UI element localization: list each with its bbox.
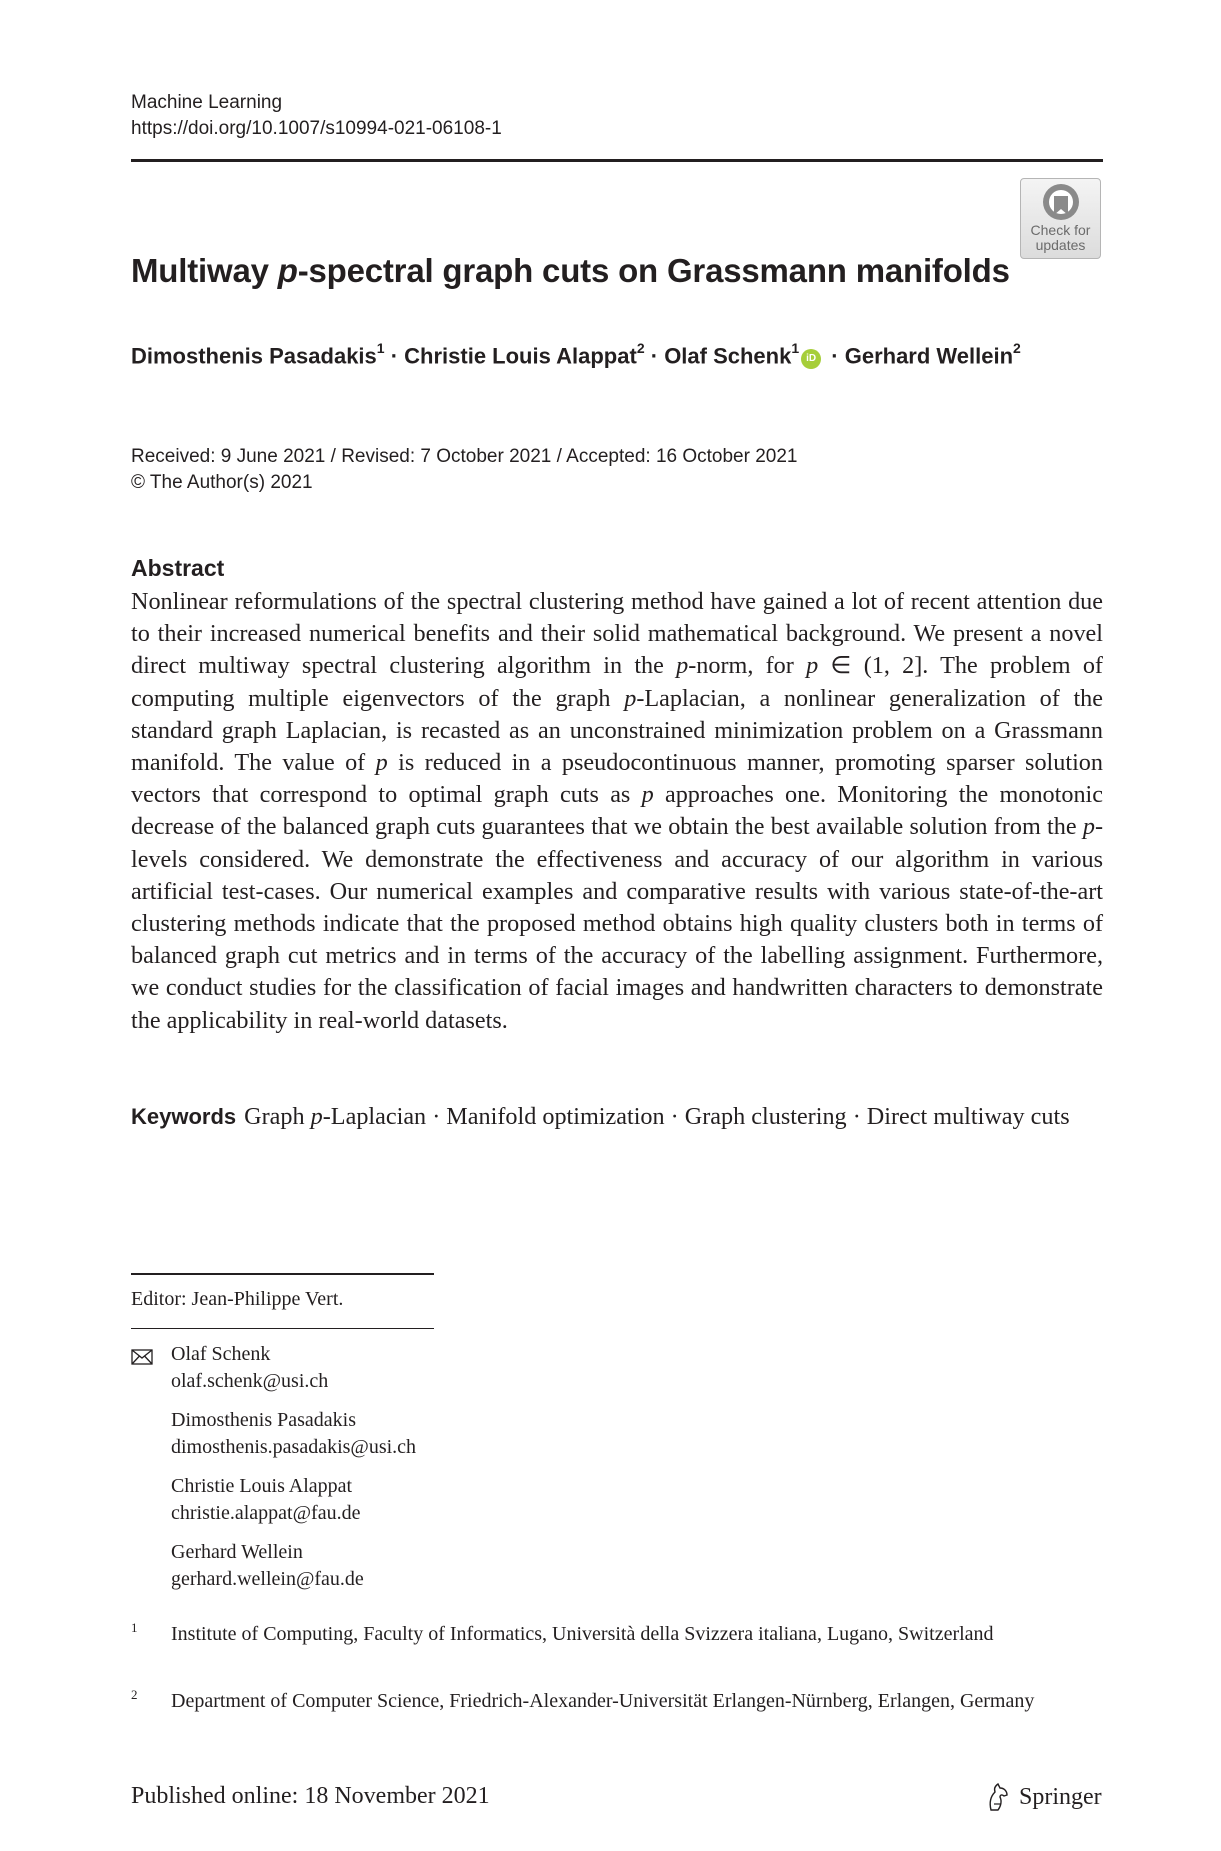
header-rule (131, 159, 1103, 162)
keywords: Keywords Graph p-Laplacian · Manifold optimization · Graph clustering · Direct multiway cuts (131, 1103, 1070, 1130)
contact-email[interactable]: olaf.schenk@usi.ch (171, 1370, 329, 1392)
editor-rule (131, 1328, 434, 1329)
author-list: Dimosthenis Pasadakis$^1$ · Christie Louis Alappat$^2$ · Olaf Schenk$^1$iD · Gerhard Wellein$^2$ (131, 340, 1021, 369)
copyright-notice: © The Author(s) 2021 (131, 472, 313, 493)
author-contact (171, 1473, 360, 1527)
affiliation-text: Department of Computer Science, Friedrich-Alexander-Universität Erlangen-Nürnberg, Erlangen, Germany (171, 1690, 1035, 1712)
contact-email[interactable]: gerhard.wellein@fau.de (171, 1568, 364, 1590)
abstract-heading: Abstract (131, 555, 225, 581)
affiliation-number: 2 (131, 1687, 138, 1702)
contact-name: Christie Louis Alappat (171, 1475, 353, 1497)
contact-email[interactable]: christie.alappat@fau.de (171, 1502, 361, 1524)
publisher-name: Springer (1019, 1783, 1102, 1810)
author-contact (171, 1539, 364, 1593)
affiliation-text: Institute of Computing, Faculty of Informatics, Università della Svizzera italiana, Lugano, Switzerland (171, 1623, 994, 1645)
envelope-icon (131, 1349, 153, 1370)
contact-name: Gerhard Wellein (171, 1541, 303, 1563)
orcid-icon[interactable]: iD (801, 349, 821, 369)
author-name[interactable]: Olaf Schenk (664, 343, 792, 369)
paper-title: Multiway p-spectral graph cuts on Grassmann manifolds (131, 252, 1010, 289)
abstract-body: Nonlinear reformulations of the spectral clustering method have gained a lot of recent attention due to their increased numerical benefits and their solid mathematical background. We present a novel direct multiway spectral clustering algorithm in the p-norm, for p ∈ (1, 2]. The problem of computing multiple eigenvectors of the graph p-Laplacian, a nonlinear generalization of the standard graph Laplacian, is recasted as an unconstrained minimization problem on a Grassmann manifold. The value of p is reduced in a pseudocontinuous manner, promoting sparser solution vectors that correspond to optimal graph cuts as p approaches one. Monitoring the monotonic decrease of the balanced graph cuts guarantees that we obtain the best available solution from the p-levels considered. We demonstrate the effectiveness and accuracy of our algorithm in various artificial test-cases. Our numerical examples and comparative results with various state-of-the-art clustering methods indicate that the proposed method obtains high quality clusters both in terms of balanced graph cut metrics and in terms of the accuracy of the labelling assignment. Furthermore, we conduct studies for the classification of facial images and handwritten characters to demonstrate the applicability in real-world datasets. (131, 588, 1103, 1034)
history-dates: Received: 9 June 2021 / Revised: 7 October 2021 / Accepted: 16 October 2021 (131, 446, 798, 467)
check-for-updates-badge[interactable] (1020, 178, 1101, 259)
author-name[interactable]: Gerhard Wellein (844, 343, 1014, 369)
author-name[interactable]: Christie Louis Alappat (404, 343, 637, 369)
doi-link[interactable]: https://doi.org/10.1007/s10994-021-06108-1 (131, 118, 502, 139)
crossmark-label-1: Check for (1030, 222, 1091, 238)
published-online-date: Published online: 18 November 2021 (131, 1783, 490, 1809)
contact-email[interactable]: dimosthenis.pasadakis@usi.ch (171, 1436, 417, 1458)
editor-note: Editor: Jean-Philippe Vert. (131, 1288, 344, 1310)
contact-name: Dimosthenis Pasadakis (171, 1409, 356, 1431)
journal-name: Machine Learning (131, 92, 283, 113)
article-history (131, 444, 797, 496)
corresponding-author-contact (171, 1341, 328, 1395)
affiliation-number: 1 (131, 1620, 138, 1635)
author-name[interactable]: Dimosthenis Pasadakis (131, 343, 377, 369)
contact-name: Olaf Schenk (171, 1343, 271, 1365)
crossmark-icon (1041, 182, 1081, 222)
journal-header (131, 90, 502, 142)
keywords-label: Keywords (131, 1104, 237, 1129)
footnote-rule (131, 1273, 434, 1275)
author-contact (171, 1407, 416, 1461)
crossmark-label-2: updates (1035, 237, 1086, 253)
springer-horse-icon (985, 1782, 1011, 1812)
publisher-logo (985, 1782, 1102, 1812)
